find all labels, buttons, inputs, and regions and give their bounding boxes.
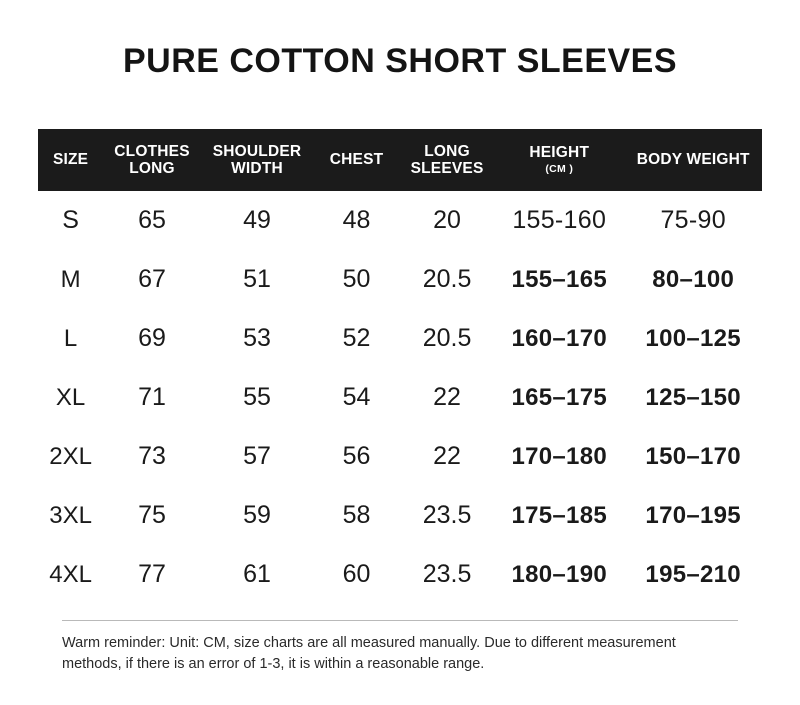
column-header-height-line1: HEIGHT bbox=[529, 144, 590, 162]
table-body bbox=[38, 191, 762, 604]
cell-size: L bbox=[38, 309, 103, 368]
cell-body-weight: 125–150 bbox=[624, 368, 762, 427]
cell-shoulder-width: 51 bbox=[201, 250, 313, 309]
cell-height: 155-160 bbox=[494, 191, 624, 250]
cell-clothes-long: 69 bbox=[103, 309, 201, 368]
column-header-size-line1: SIZE bbox=[52, 151, 89, 169]
cell-size: 3XL bbox=[38, 486, 103, 545]
cell-shoulder-width: 59 bbox=[201, 486, 313, 545]
cell-height: 180–190 bbox=[494, 545, 624, 604]
cell-chest: 56 bbox=[313, 427, 400, 486]
cell-body-weight: 75-90 bbox=[624, 191, 762, 250]
cell-height: 170–180 bbox=[494, 427, 624, 486]
table-header-row bbox=[38, 129, 762, 191]
cell-clothes-long: 75 bbox=[103, 486, 201, 545]
cell-shoulder-width: 57 bbox=[201, 427, 313, 486]
cell-long-sleeves: 22 bbox=[400, 427, 494, 486]
cell-clothes-long: 71 bbox=[103, 368, 201, 427]
footer bbox=[0, 620, 800, 675]
cell-size: 4XL bbox=[38, 545, 103, 604]
table-row bbox=[38, 309, 762, 368]
cell-chest: 50 bbox=[313, 250, 400, 309]
column-header-clothes-long-line2: LONG bbox=[129, 160, 175, 178]
cell-body-weight: 195–210 bbox=[624, 545, 762, 604]
cell-long-sleeves: 20 bbox=[400, 191, 494, 250]
column-header-size bbox=[38, 129, 103, 191]
cell-body-weight: 170–195 bbox=[624, 486, 762, 545]
cell-long-sleeves: 22 bbox=[400, 368, 494, 427]
cell-height: 165–175 bbox=[494, 368, 624, 427]
cell-body-weight: 80–100 bbox=[624, 250, 762, 309]
cell-chest: 52 bbox=[313, 309, 400, 368]
cell-size: 2XL bbox=[38, 427, 103, 486]
cell-clothes-long: 73 bbox=[103, 427, 201, 486]
column-header-clothes-long-line1: CLOTHES bbox=[114, 142, 190, 160]
column-header-chest bbox=[313, 129, 400, 191]
column-header-shoulder-width-line1: SHOULDER bbox=[212, 142, 302, 160]
cell-chest: 60 bbox=[313, 545, 400, 604]
footer-divider bbox=[62, 620, 738, 621]
cell-chest: 58 bbox=[313, 486, 400, 545]
table-row bbox=[38, 545, 762, 604]
cell-size: M bbox=[38, 250, 103, 309]
cell-clothes-long: 65 bbox=[103, 191, 201, 250]
cell-shoulder-width: 53 bbox=[201, 309, 313, 368]
column-header-chest-line1: CHEST bbox=[329, 151, 384, 169]
column-header-height-unit: (CM ) bbox=[545, 163, 574, 176]
cell-height: 155–165 bbox=[494, 250, 624, 309]
cell-shoulder-width: 61 bbox=[201, 545, 313, 604]
table-header bbox=[38, 129, 762, 191]
cell-chest: 54 bbox=[313, 368, 400, 427]
cell-long-sleeves: 23.5 bbox=[400, 545, 494, 604]
column-header-long-sleeves-line1: LONG bbox=[424, 142, 470, 160]
column-header-clothes-long bbox=[103, 129, 201, 191]
column-header-long-sleeves bbox=[400, 129, 494, 191]
footer-note: Warm reminder: Unit: CM, size charts are all measured manually. Due to different measurement methods, if there is an error of 1-3, it is within a reasonable range. bbox=[62, 634, 676, 672]
size-table-container bbox=[38, 129, 762, 604]
cell-long-sleeves: 23.5 bbox=[400, 486, 494, 545]
table-row bbox=[38, 486, 762, 545]
cell-long-sleeves: 20.5 bbox=[400, 309, 494, 368]
column-header-shoulder-width-line2: WIDTH bbox=[231, 160, 283, 178]
cell-height: 160–170 bbox=[494, 309, 624, 368]
column-header-body-weight-line1: BODY WEIGHT bbox=[636, 151, 750, 169]
page-title: PURE COTTON SHORT SLEEVES bbox=[122, 42, 678, 80]
cell-body-weight: 100–125 bbox=[624, 309, 762, 368]
table-row bbox=[38, 250, 762, 309]
cell-height: 175–185 bbox=[494, 486, 624, 545]
cell-clothes-long: 67 bbox=[103, 250, 201, 309]
cell-shoulder-width: 55 bbox=[201, 368, 313, 427]
column-header-long-sleeves-line2: SLEEVES bbox=[410, 160, 484, 178]
column-header-height bbox=[494, 129, 624, 191]
cell-chest: 48 bbox=[313, 191, 400, 250]
cell-size: XL bbox=[38, 368, 103, 427]
column-header-body-weight bbox=[624, 129, 762, 191]
cell-size: S bbox=[38, 191, 103, 250]
table-row bbox=[38, 427, 762, 486]
cell-shoulder-width: 49 bbox=[201, 191, 313, 250]
cell-long-sleeves: 20.5 bbox=[400, 250, 494, 309]
cell-body-weight: 150–170 bbox=[624, 427, 762, 486]
column-header-shoulder-width bbox=[201, 129, 313, 191]
table-row bbox=[38, 368, 762, 427]
table-row bbox=[38, 191, 762, 250]
cell-clothes-long: 77 bbox=[103, 545, 201, 604]
size-table bbox=[38, 129, 762, 604]
